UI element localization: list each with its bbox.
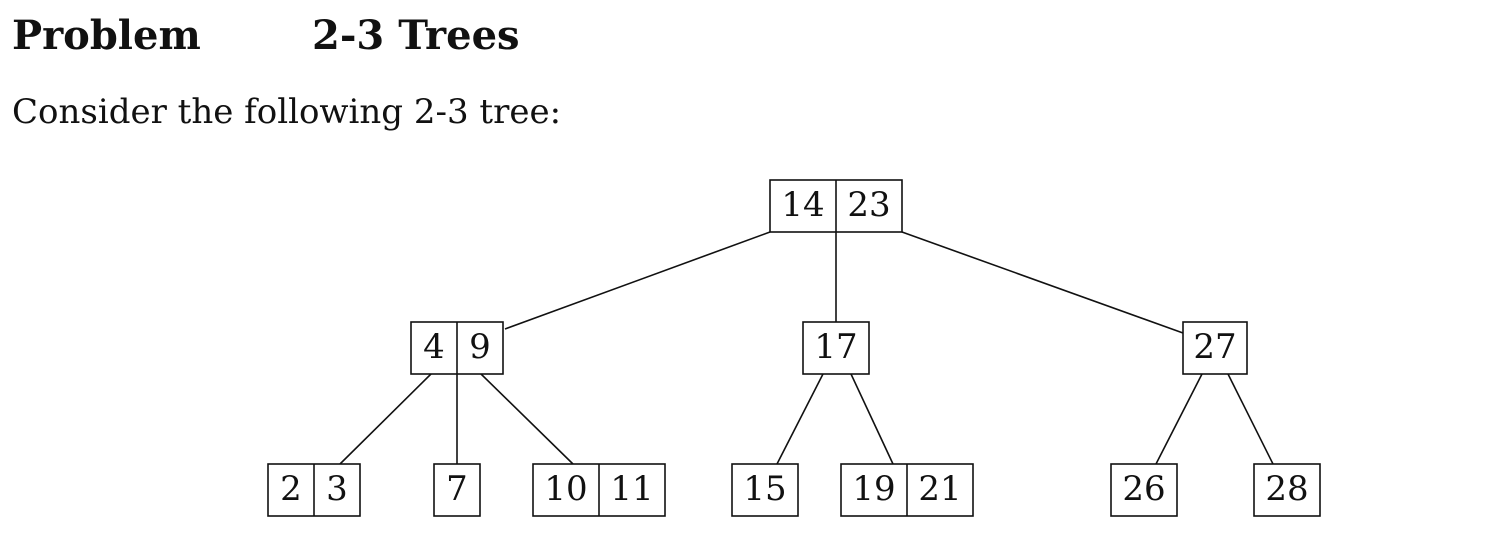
tree-node-n15	[732, 464, 798, 516]
problem-title: 2-3 Trees	[312, 12, 520, 59]
tree-edge-n49-n1011	[481, 374, 573, 464]
tree-key: 2	[280, 469, 302, 509]
tree-key: 3	[326, 469, 348, 509]
tree-key: 14	[781, 185, 825, 225]
tree-edge-n17-n1921	[851, 374, 893, 464]
tree-node-root	[770, 180, 902, 232]
tree-edge-n49-n23	[340, 374, 431, 464]
intro-text: Consider the following 2-3 tree:	[12, 92, 562, 132]
tree-key: 7	[446, 469, 468, 509]
problem-label: Problem	[12, 12, 201, 59]
tree-key: 19	[852, 469, 896, 509]
tree-key: 26	[1122, 469, 1166, 509]
tree-edge-n17-n15	[777, 374, 823, 464]
tree-key: 15	[743, 469, 787, 509]
tree-key: 23	[847, 185, 891, 225]
tree-node-n27	[1183, 322, 1247, 374]
tree-edge-root-n27	[902, 232, 1183, 333]
tree-node-n7	[434, 464, 480, 516]
tree-key: 9	[469, 327, 491, 367]
tree-key: 11	[610, 469, 654, 509]
tree-node-n49	[411, 322, 503, 374]
tree-key: 21	[918, 469, 962, 509]
tree-key: 4	[423, 327, 445, 367]
tree-edge-root-n49	[505, 232, 770, 329]
tree-node-n23	[268, 464, 360, 516]
tree-key: 27	[1193, 327, 1237, 367]
tree-node-n26	[1111, 464, 1177, 516]
tree-edge-n27-n26	[1156, 374, 1202, 464]
tree-node-n28	[1254, 464, 1320, 516]
tree-key: 10	[544, 469, 588, 509]
tree-key: 28	[1265, 469, 1309, 509]
tree-edge-n27-n28	[1228, 374, 1273, 464]
tree-node-n1011	[533, 464, 665, 516]
tree-node-n1921	[841, 464, 973, 516]
tree-key: 17	[814, 327, 858, 367]
tree-node-n17	[803, 322, 869, 374]
